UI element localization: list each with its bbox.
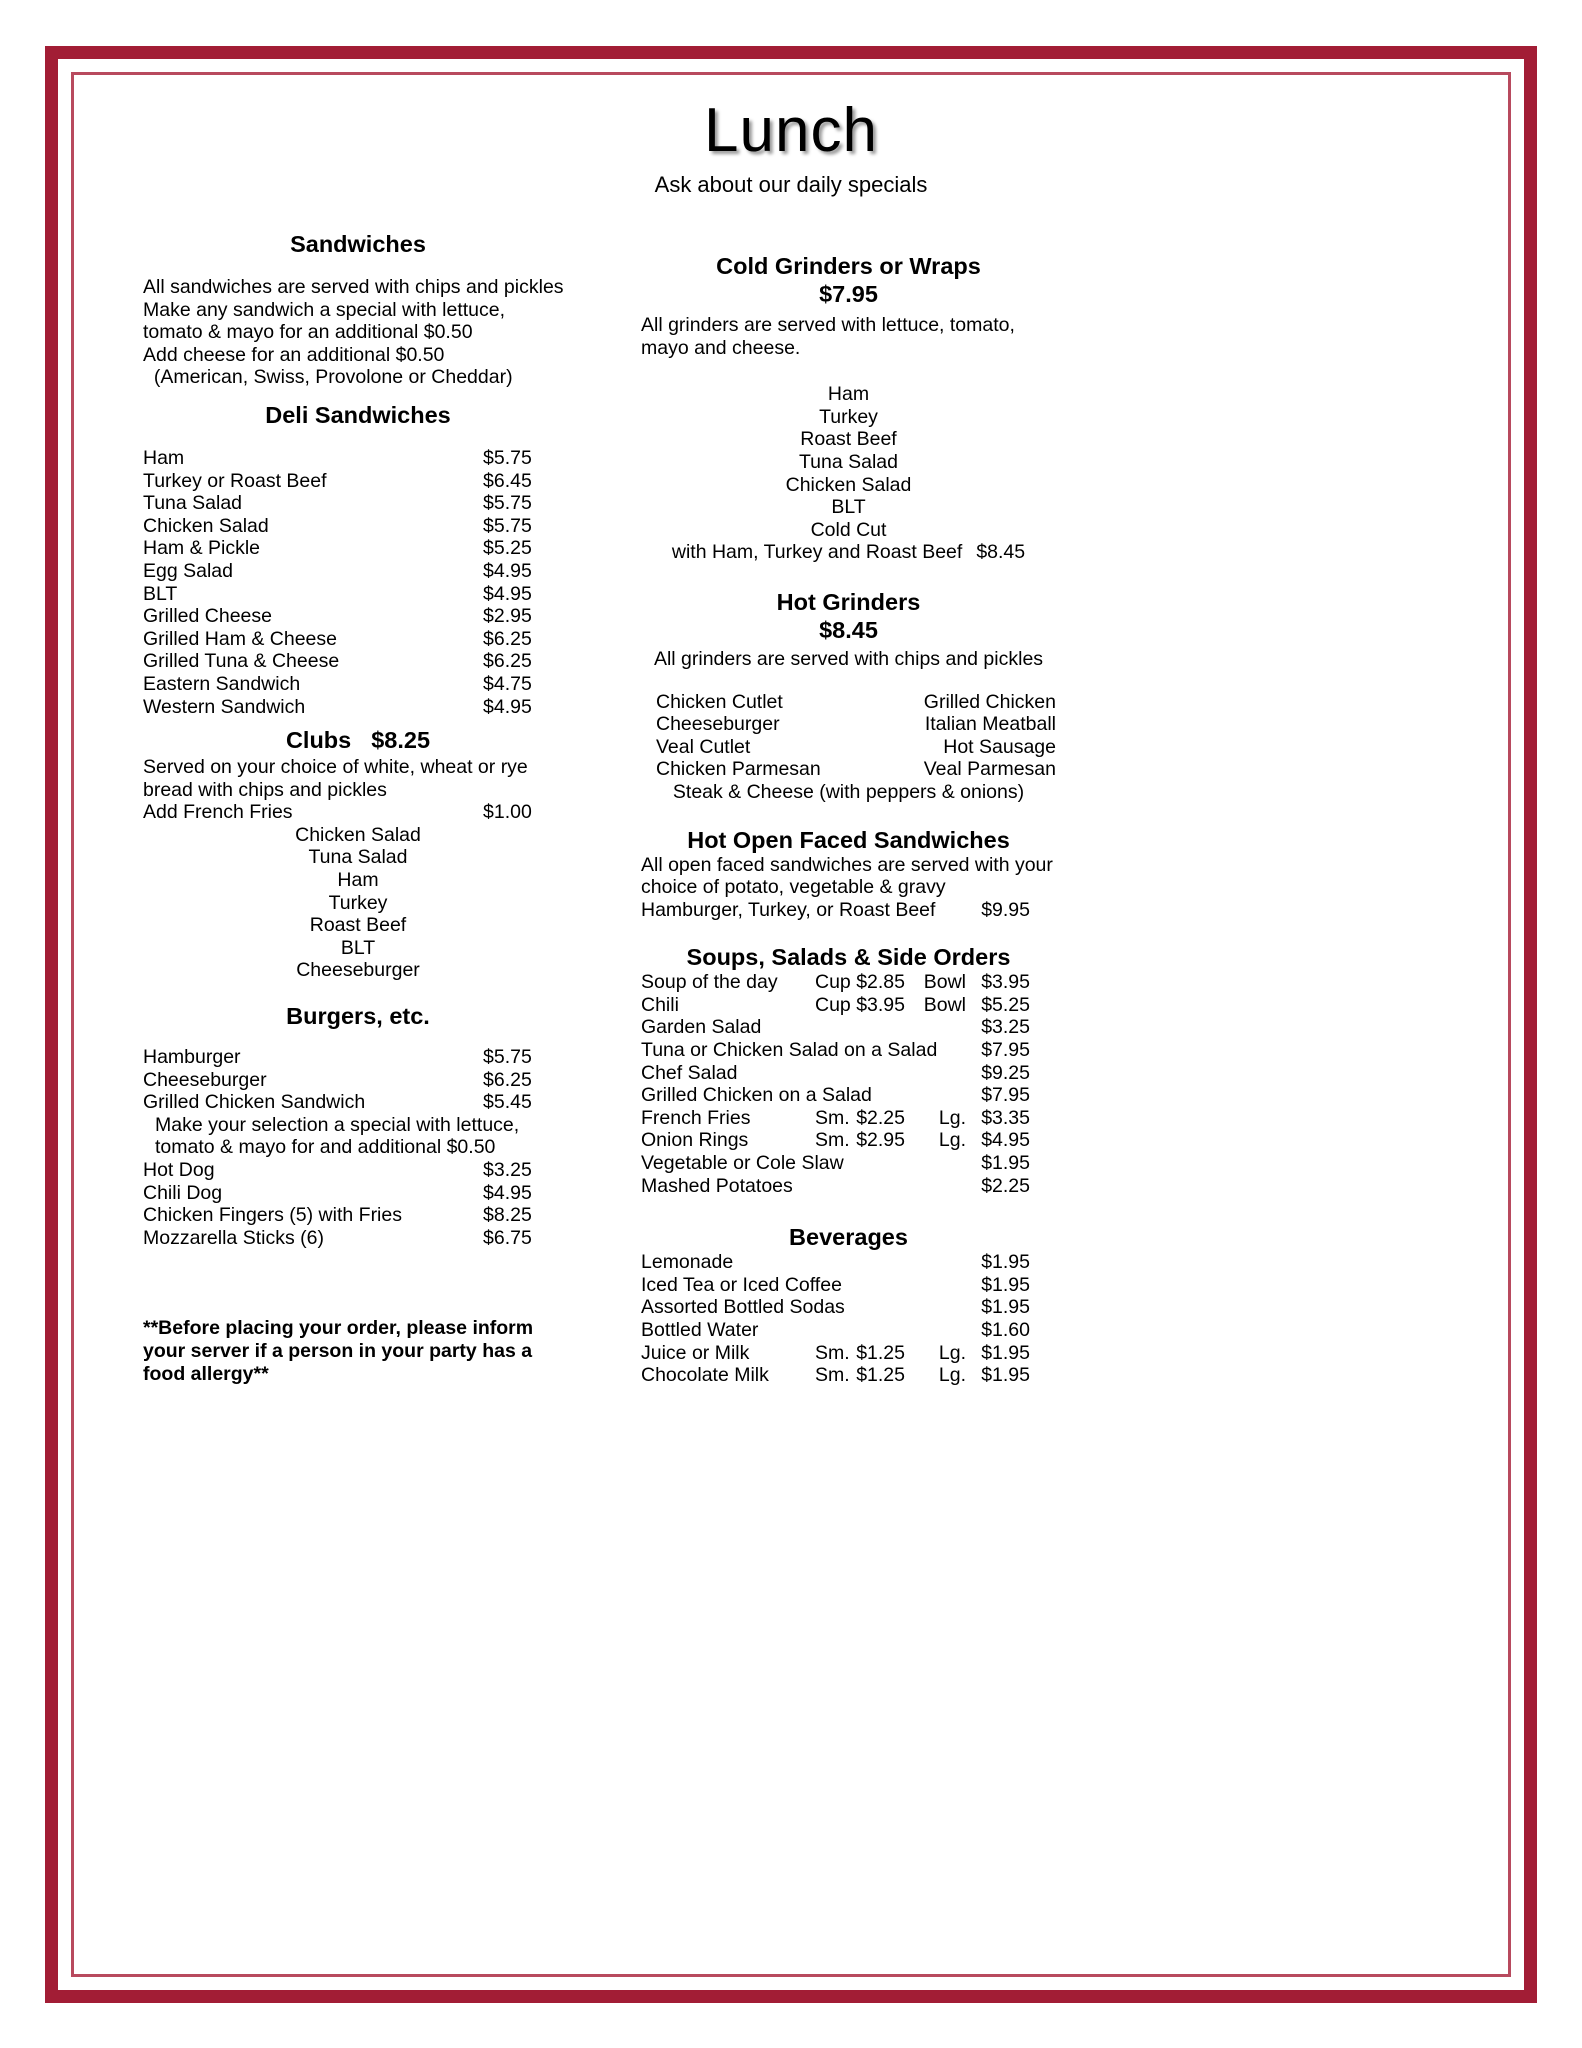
clubs-heading-label: Clubs bbox=[285, 727, 352, 754]
menu-item-row bbox=[641, 1084, 1056, 1107]
clubs-heading-price: $8.25 bbox=[371, 727, 431, 754]
item-size1-label: Sm. bbox=[815, 1129, 850, 1152]
grinder-left: Chicken Parmesan bbox=[656, 758, 821, 781]
burger-items-2 bbox=[143, 1159, 683, 1249]
grinder-row bbox=[641, 713, 1056, 736]
grinder-left: Cheeseburger bbox=[656, 713, 780, 736]
menu-item-row bbox=[143, 1227, 683, 1250]
menu-item-row bbox=[641, 1152, 1056, 1175]
text-line: Add cheese for an additional $0.50 bbox=[143, 343, 445, 366]
item-price: $4.95 bbox=[483, 559, 532, 582]
menu-item-row bbox=[143, 801, 683, 824]
item-name: Hamburger, Turkey, or Roast Beef bbox=[641, 898, 936, 921]
right-column bbox=[641, 252, 1056, 1387]
item-name: Onion Rings bbox=[641, 1129, 749, 1152]
menu-item-row bbox=[143, 537, 683, 560]
text-line: tomato & mayo for and additional $0.50 bbox=[155, 1136, 496, 1159]
item-name: Grilled Cheese bbox=[143, 605, 272, 628]
burger-items bbox=[143, 1046, 683, 1114]
menu-item-row bbox=[641, 971, 1056, 994]
item-name: Vegetable or Cole Slaw bbox=[641, 1152, 844, 1175]
item-price: $5.75 bbox=[483, 446, 532, 469]
item-price: $1.95 bbox=[981, 1152, 1030, 1175]
item-price: $3.95 bbox=[981, 971, 1030, 994]
item-name: Grilled Chicken Sandwich bbox=[143, 1091, 366, 1114]
item-name: Grilled Ham & Cheese bbox=[143, 627, 337, 650]
menu-item-row bbox=[641, 899, 1056, 922]
item-price: $7.95 bbox=[981, 1039, 1030, 1062]
item-price: $4.75 bbox=[483, 672, 532, 695]
club-option: Cheeseburger bbox=[296, 959, 420, 982]
grinder-right: Grilled Chicken bbox=[923, 690, 1056, 713]
item-price: $3.25 bbox=[981, 1016, 1030, 1039]
menu-item-row bbox=[143, 1204, 683, 1227]
item-price: $4.95 bbox=[483, 582, 532, 605]
menu-item-row bbox=[641, 1319, 1056, 1342]
cold-grinders-description bbox=[641, 314, 1056, 359]
item-price: $5.25 bbox=[981, 993, 1030, 1016]
menu-item-row bbox=[143, 1091, 683, 1114]
text-line: mayo and cheese. bbox=[641, 336, 801, 359]
item-name: Add French Fries bbox=[143, 801, 293, 824]
item-name: Iced Tea or Iced Coffee bbox=[641, 1273, 842, 1296]
text-line: tomato & mayo for an additional $0.50 bbox=[143, 321, 473, 344]
item-name: Western Sandwich bbox=[143, 695, 306, 718]
item-price: $5.45 bbox=[483, 1091, 532, 1114]
club-option: Ham bbox=[337, 869, 379, 892]
menu-item-row bbox=[143, 492, 683, 515]
item-price: $1.95 bbox=[981, 1251, 1030, 1274]
item-price: $1.95 bbox=[981, 1364, 1030, 1387]
menu-item-row bbox=[143, 470, 683, 493]
menu-title: Lunch bbox=[704, 96, 878, 165]
menu-item-row bbox=[143, 673, 683, 696]
menu-item-row bbox=[641, 1342, 1056, 1365]
clubs-options bbox=[143, 824, 683, 982]
heading-cold-grinders: Cold Grinders or Wraps bbox=[716, 253, 981, 279]
menu-item-row bbox=[641, 1364, 1056, 1387]
item-price: $1.00 bbox=[483, 801, 532, 824]
item-name: Mashed Potatoes bbox=[641, 1174, 793, 1197]
grinder-option: Turkey bbox=[819, 405, 878, 428]
item-name: Chili bbox=[641, 993, 679, 1016]
item-price: $1.95 bbox=[981, 1273, 1030, 1296]
item-size1-price: $3.95 bbox=[856, 993, 905, 1016]
item-price: $9.25 bbox=[981, 1061, 1030, 1084]
item-name: Grilled Chicken on a Salad bbox=[641, 1084, 872, 1107]
item-name: Eastern Sandwich bbox=[143, 672, 301, 695]
item-size2-label: Lg. bbox=[938, 1129, 966, 1152]
hot-grinders-footer: Steak & Cheese (with peppers & onions) bbox=[672, 780, 1025, 803]
clubs-description bbox=[143, 756, 683, 801]
hot-grinders-price: $8.45 bbox=[819, 616, 878, 643]
item-size1-label: Sm. bbox=[815, 1364, 850, 1387]
item-price: $1.60 bbox=[981, 1319, 1030, 1341]
item-price: $7.95 bbox=[981, 1084, 1030, 1107]
club-option: Roast Beef bbox=[309, 914, 407, 937]
item-name: Turkey or Roast Beef bbox=[143, 469, 327, 492]
text-line: All grinders are served with lettuce, tomato, bbox=[641, 314, 1015, 336]
club-option: Tuna Salad bbox=[308, 846, 408, 869]
item-name: Grilled Tuna & Cheese bbox=[143, 650, 340, 673]
item-name: BLT bbox=[143, 582, 178, 605]
menu-item-row bbox=[143, 515, 683, 538]
item-name: Chicken Salad bbox=[143, 514, 269, 537]
item-price: $2.95 bbox=[483, 605, 532, 628]
item-name: Chocolate Milk bbox=[641, 1364, 769, 1387]
menu-item-row bbox=[641, 1016, 1056, 1039]
grinder-row bbox=[641, 691, 1056, 714]
item-size1-price: $1.25 bbox=[856, 1341, 905, 1364]
text-line: choice of potato, vegetable & gravy bbox=[641, 876, 946, 899]
club-option: Chicken Salad bbox=[295, 823, 421, 846]
menu-item-row bbox=[143, 447, 683, 470]
text-line: food allergy** bbox=[143, 1362, 269, 1385]
grinder-left: Chicken Cutlet bbox=[656, 690, 783, 713]
item-price: $4.95 bbox=[483, 1181, 532, 1204]
hot-grinder-items bbox=[641, 691, 1056, 781]
grinder-option: Ham bbox=[827, 383, 870, 406]
extra-text: with Ham, Turkey and Roast Beef bbox=[671, 541, 963, 564]
item-name: Chef Salad bbox=[641, 1061, 738, 1084]
menu-item-row bbox=[641, 1107, 1056, 1130]
item-size1-label: Sm. bbox=[815, 1106, 850, 1129]
soups-items bbox=[641, 971, 1056, 1197]
item-size1-label: Cup bbox=[815, 971, 851, 994]
deli-items bbox=[143, 447, 683, 718]
item-price: $2.25 bbox=[981, 1174, 1030, 1197]
heading-open-faced: Hot Open Faced Sandwiches bbox=[687, 826, 1010, 853]
item-price: $6.25 bbox=[483, 627, 532, 650]
menu-item-row bbox=[641, 1251, 1056, 1274]
menu-item-row bbox=[143, 628, 683, 651]
item-size1-label: Cup bbox=[815, 993, 851, 1016]
grinder-option: Chicken Salad bbox=[785, 473, 912, 496]
item-price: $4.95 bbox=[981, 1129, 1030, 1152]
menu-item-row bbox=[641, 1175, 1056, 1198]
item-name: Bottled Water bbox=[641, 1319, 759, 1341]
menu-item-row bbox=[641, 1296, 1056, 1319]
item-price: $5.75 bbox=[483, 1046, 532, 1069]
item-size1-price: $2.25 bbox=[856, 1106, 905, 1129]
menu-item-row bbox=[143, 1046, 683, 1069]
menu-item-row bbox=[641, 1062, 1056, 1085]
text-line: **Before placing your order, please inform bbox=[143, 1317, 534, 1340]
grinder-right: Veal Parmesan bbox=[923, 758, 1056, 781]
item-name: Cheeseburger bbox=[143, 1068, 267, 1091]
open-faced-description bbox=[641, 854, 1056, 899]
heading-clubs bbox=[143, 726, 573, 754]
extra-price: $8.45 bbox=[976, 541, 1026, 564]
item-price: $4.95 bbox=[483, 695, 532, 718]
menu-item-row bbox=[143, 650, 683, 673]
heading-sandwiches: Sandwiches bbox=[290, 231, 426, 257]
text-line: bread with chips and pickles bbox=[143, 778, 387, 801]
item-price: $5.75 bbox=[483, 514, 532, 537]
text-line: Make any sandwich a special with lettuce, bbox=[143, 298, 506, 321]
item-name: Tuna Salad bbox=[143, 492, 243, 515]
item-size2-label: Lg. bbox=[938, 1341, 966, 1364]
menu-item-row bbox=[143, 583, 683, 606]
item-name: Mozzarella Sticks (6) bbox=[143, 1226, 324, 1249]
grinder-option: Roast Beef bbox=[800, 428, 897, 451]
allergy-notice bbox=[143, 1317, 683, 1385]
text-line: All open faced sandwiches are served with your bbox=[641, 853, 1053, 876]
club-option: Turkey bbox=[328, 891, 388, 914]
item-name: Ham & Pickle bbox=[143, 537, 261, 560]
heading-hot-grinders: Hot Grinders bbox=[776, 588, 921, 615]
cold-grinder-options bbox=[641, 383, 1056, 541]
heading-deli-sandwiches: Deli Sandwiches bbox=[265, 401, 451, 428]
menu-item-row bbox=[641, 1129, 1056, 1152]
item-name: Soup of the day bbox=[641, 971, 778, 994]
item-price: $5.25 bbox=[483, 537, 532, 560]
cold-grinders-price: $7.95 bbox=[819, 281, 878, 307]
item-price: $8.25 bbox=[483, 1204, 532, 1227]
item-size2-label: Lg. bbox=[938, 1364, 966, 1387]
item-size1-price: $2.85 bbox=[856, 971, 905, 994]
item-size1-label: Sm. bbox=[815, 1341, 850, 1364]
item-size1-price: $2.95 bbox=[856, 1129, 905, 1152]
item-price: $3.25 bbox=[483, 1159, 532, 1181]
menu-item-row bbox=[641, 994, 1056, 1017]
menu-subtitle: Ask about our daily specials bbox=[654, 172, 928, 197]
item-price: $1.95 bbox=[981, 1296, 1030, 1319]
heading-soups-salads: Soups, Salads & Side Orders bbox=[686, 944, 1011, 971]
menu-item-row bbox=[641, 1039, 1056, 1062]
sandwiches-intro bbox=[143, 276, 683, 389]
text-line: your server if a person in your party has a bbox=[143, 1339, 533, 1362]
grinder-option: BLT bbox=[831, 496, 866, 519]
item-name: Assorted Bottled Sodas bbox=[641, 1296, 845, 1319]
item-name: Juice or Milk bbox=[641, 1341, 750, 1364]
item-name: Ham bbox=[143, 446, 185, 469]
grinder-row bbox=[641, 758, 1056, 781]
item-price: $9.95 bbox=[981, 898, 1030, 921]
item-name: Lemonade bbox=[641, 1251, 734, 1274]
text-line: All sandwiches are served with chips and pickles bbox=[143, 276, 564, 298]
heading-burgers: Burgers, etc. bbox=[286, 1003, 430, 1030]
item-size1-price: $1.25 bbox=[856, 1364, 905, 1387]
item-name: Egg Salad bbox=[143, 559, 233, 582]
menu-item-row bbox=[641, 1274, 1056, 1297]
menu-item-row bbox=[143, 605, 683, 628]
text-line: Served on your choice of white, wheat or rye bbox=[143, 756, 528, 779]
grinder-right: Hot Sausage bbox=[943, 735, 1056, 758]
cold-cut-extra bbox=[641, 541, 1056, 564]
heading-beverages: Beverages bbox=[789, 1224, 908, 1251]
menu-item-row bbox=[143, 696, 683, 719]
item-name: Hamburger bbox=[143, 1046, 241, 1069]
item-size2-label: Bowl bbox=[923, 993, 966, 1016]
item-name: Chili Dog bbox=[143, 1181, 223, 1204]
item-price: $1.95 bbox=[981, 1341, 1030, 1364]
grinder-right: Italian Meatball bbox=[924, 713, 1056, 736]
club-option: BLT bbox=[340, 936, 376, 959]
item-price: $6.45 bbox=[483, 469, 532, 492]
item-name: French Fries bbox=[641, 1106, 751, 1129]
grinder-option: Cold Cut bbox=[810, 518, 887, 541]
item-size2-label: Bowl bbox=[923, 971, 966, 994]
item-price: $6.25 bbox=[483, 1068, 532, 1091]
beverage-items bbox=[641, 1251, 1056, 1387]
item-name: Garden Salad bbox=[641, 1016, 762, 1039]
grinder-left: Veal Cutlet bbox=[656, 735, 751, 758]
item-price: $5.75 bbox=[483, 492, 532, 515]
item-name: Hot Dog bbox=[143, 1159, 215, 1181]
menu-item-row bbox=[143, 1159, 683, 1182]
left-column bbox=[143, 230, 683, 1385]
text-line: Make your selection a special with lettuce, bbox=[155, 1113, 520, 1136]
menu-item-row bbox=[143, 1069, 683, 1092]
text-line: (American, Swiss, Provolone or Cheddar) bbox=[143, 366, 513, 389]
item-price: $6.25 bbox=[483, 650, 532, 673]
item-price: $3.35 bbox=[981, 1106, 1030, 1129]
item-price: $6.75 bbox=[483, 1226, 532, 1249]
grinder-option: Tuna Salad bbox=[798, 450, 898, 473]
grinder-row bbox=[641, 736, 1056, 759]
item-size2-label: Lg. bbox=[938, 1106, 966, 1129]
menu-item-row bbox=[143, 1182, 683, 1205]
hot-grinders-description: All grinders are served with chips and pickles bbox=[653, 647, 1044, 670]
item-name: Tuna or Chicken Salad on a Salad bbox=[641, 1039, 938, 1062]
item-name: Chicken Fingers (5) with Fries bbox=[143, 1204, 402, 1227]
burgers-note bbox=[143, 1114, 683, 1159]
menu-item-row bbox=[143, 560, 683, 583]
